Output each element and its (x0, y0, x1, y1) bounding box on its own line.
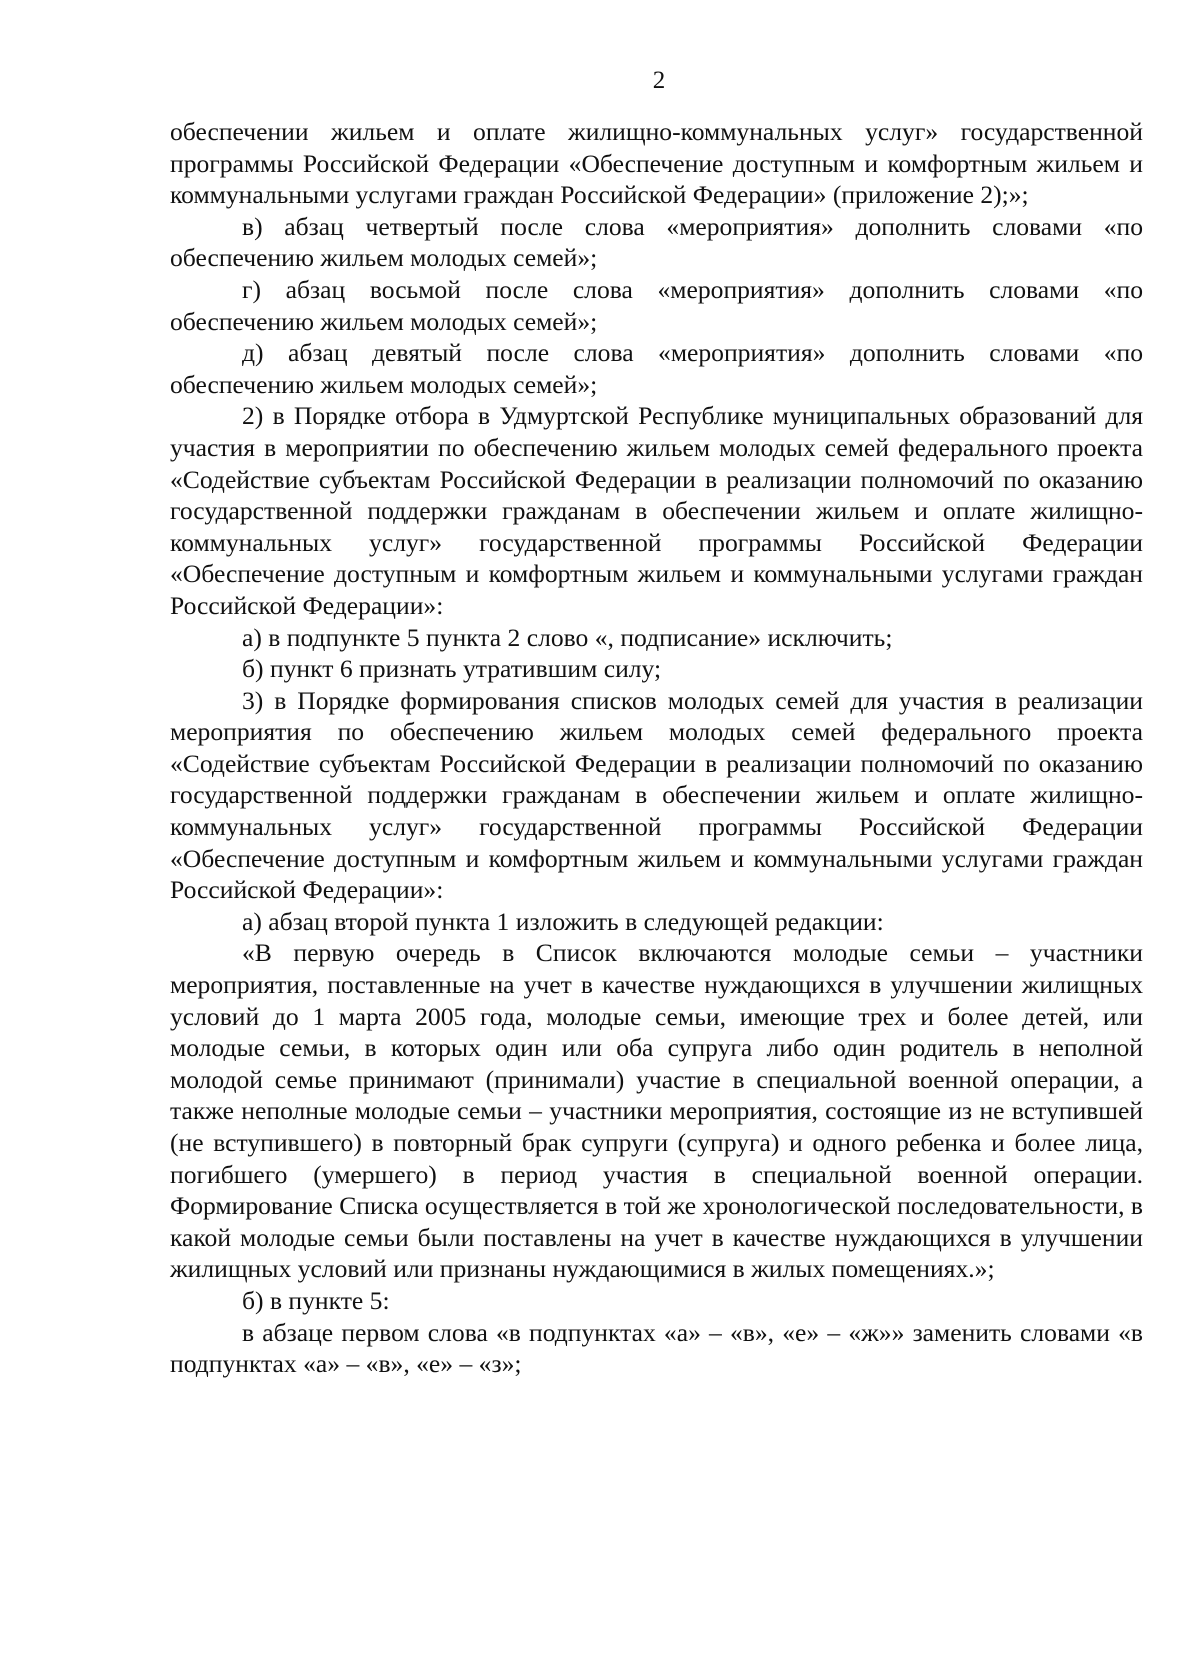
page-number: 2 (652, 67, 666, 94)
paragraph-item-3a: а) абзац второй пункта 1 изложить в следующей редакции: (242, 906, 884, 936)
paragraph-item-g: г) абзац восьмой после слова «мероприятия» дополнить словами «по обеспечению жильем молодых семей»; (170, 274, 1143, 336)
paragraph-item-2a: а) в подпункте 5 пункта 2 слово «, подписание» исключить; (242, 622, 893, 652)
paragraph-item-d: д) абзац девятый после слова «мероприятия» дополнить словами «по обеспечению жильем молодых семей»; (170, 338, 1143, 399)
paragraph-item-3b: б) в пункте 5: (242, 1285, 390, 1315)
paragraph-item-v: в) абзац четвертый после слова «мероприятия» дополнить словами «по обеспечению жильем молодых семей»; (170, 211, 1143, 273)
paragraph-item-2b: б) пункт 6 признать утратившим силу; (242, 654, 662, 684)
paragraph-quoted-text: «В первую очередь в Список включаются молодые семьи – участники мероприятия, поставленные на учет в качестве нуждающихся в улучшении жилищных условий до 1 марта 2005 года, молодые семьи, имеющие трех и более детей, или молодые семьи, в которых один или оба супруга либо один родитель в неполной молодой семье принимают (принимали) участие в специальной военной операции, а также неполные молодые семьи – участники мероприятия, состоящие из не вступившей (не вступившего) в повторный брак супруги (супруга) и одного ребенка и более лица, погибшего (умершего) в период участия в специальной военной операции. Формирование Списка осуществляется в той же хронологической последовательности, в какой молодые семьи были поставлены на учет в качестве нуждающихся в улучшении жилищных условий или признаны нуждающимися в жилых помещениях.»; (170, 938, 1143, 1284)
paragraph-item-2: 2) в Порядке отбора в Удмуртской Республике муниципальных образований для участия в мероприятии по обеспечению жильем молодых семей федерального проекта «Содействие субъектам Российской Федерации в реализации полномочий по оказанию государственной поддержки гражданам в обеспечении жильем и оплате жилищно-коммунальных услуг» государственной программы Российской Федерации «Обеспечение доступным и комфортным жильем и коммунальными услугами граждан Российской Федерации»: (170, 401, 1143, 620)
document-body (170, 116, 1143, 1380)
paragraph-item-3: 3) в Порядке формирования списков молодых семей для участия в реализации мероприятия по обеспечению жильем молодых семей федерального проекта «Содействие субъектам Российской Федерации в реализации полномочий по оказанию государственной поддержки гражданам в обеспечении жильем и оплате жилищно-коммунальных услуг» государственной программы Российской Федерации «Обеспечение доступным и комфортным жильем и коммунальными услугами граждан Российской Федерации»: (170, 685, 1143, 905)
paragraph-continuation: обеспечении жильем и оплате жилищно-коммунальных услуг» государственной программы Российской Федерации «Обеспечение доступным и комфортным жильем и коммунальными услугами граждан Российской Федерации» (приложение 2);»; (170, 117, 1143, 210)
paragraph-item-3b-first-abzac: в абзаце первом слова «в подпунктах «а» – «в», «е» – «ж»» заменить словами «в подпунктах «а» – «в», «е» – «з»; (170, 1317, 1143, 1379)
